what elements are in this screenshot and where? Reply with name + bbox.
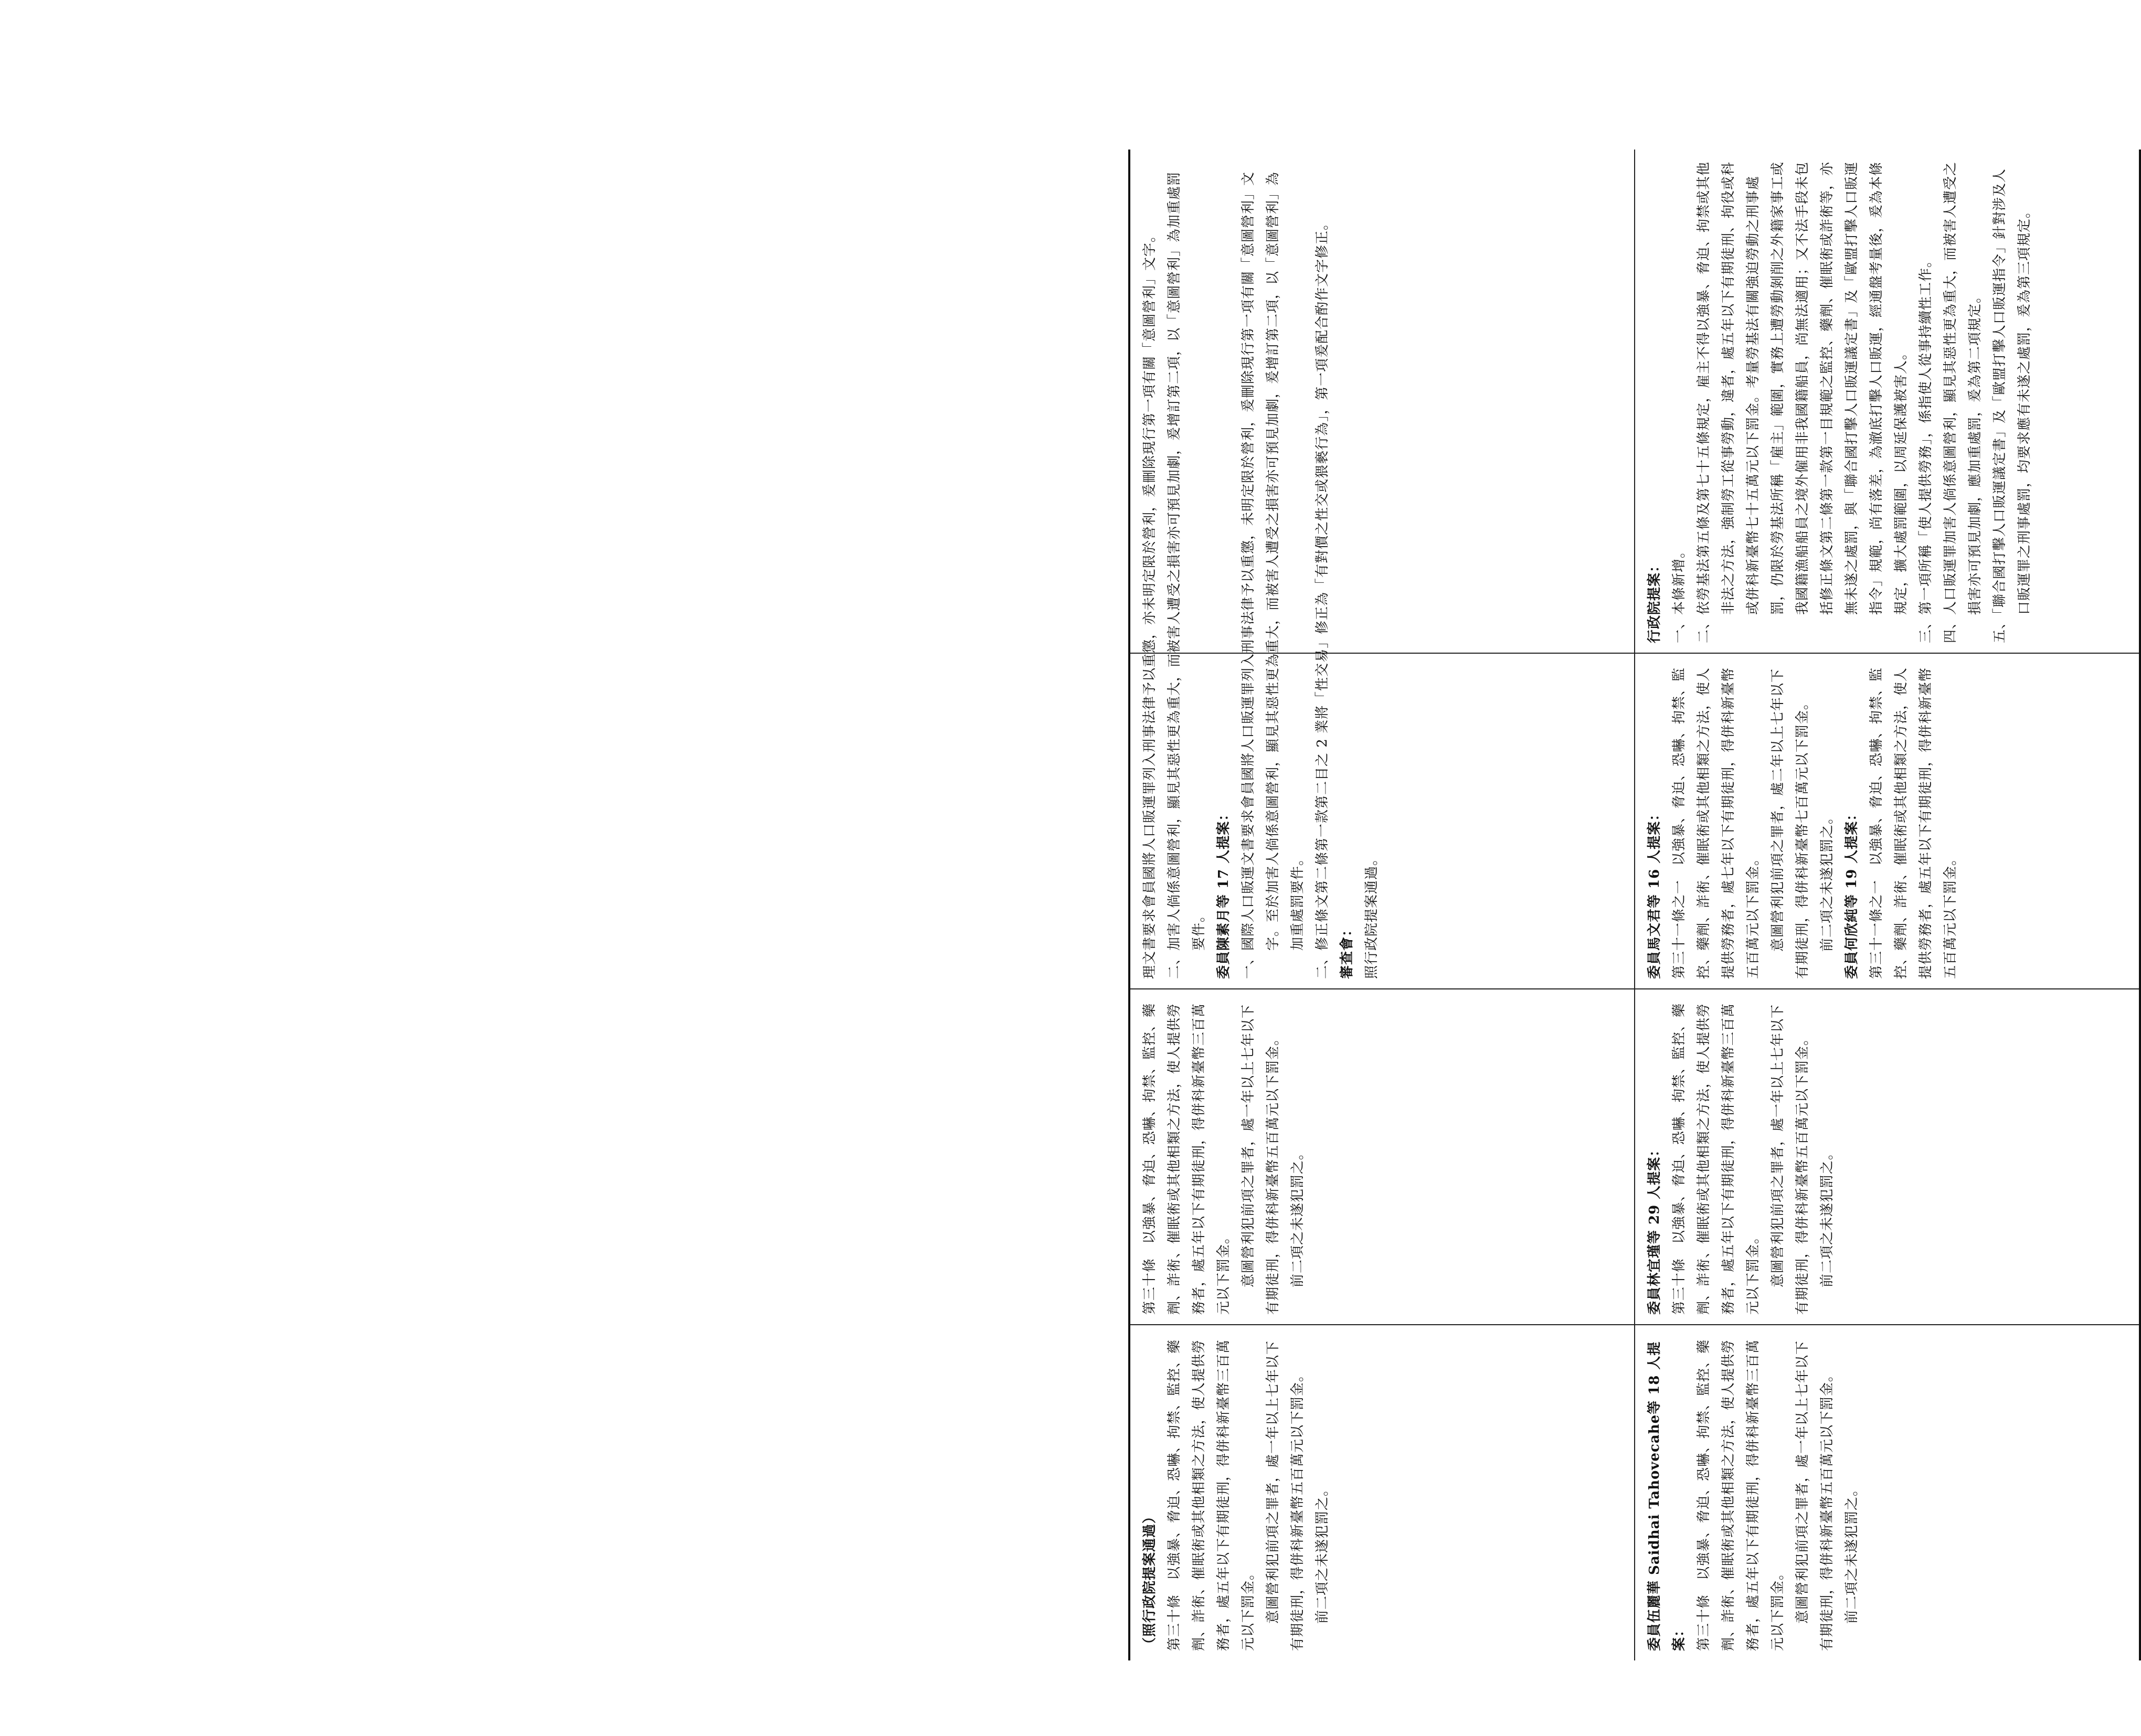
section-heading: 審查會： xyxy=(1339,922,1355,979)
cell-content xyxy=(1642,1335,1864,1651)
cell-proposal-wu xyxy=(1635,1325,2140,1660)
paragraph: 前二項之未遂犯罰之。 xyxy=(1819,1145,1835,1287)
paragraph: 一、本條新增。 xyxy=(1671,544,1687,643)
paragraph: 第三十條 以強暴、脅迫、恐嚇、拘禁、監控、藥劑、詐術、催眠術或其他相類之方法，使人提供勞務者，處五年以下有期徒刑，得併科新臺幣三百萬元以下罰金。 xyxy=(1671,1003,1761,1315)
paragraph: 意圖營利犯前項之罪者，處一年以上七年以下有期徒刑，得併科新臺幣五百萬元以下罰金。 xyxy=(1241,1004,1281,1315)
cell-content xyxy=(1642,663,1963,979)
paragraph: 二、修正條文第二條第一款第二目之 2 業將「性交易」修正為「有對價之性交或猥褻行為」，第一項爰配合酌作文字修正。 xyxy=(1315,216,1330,979)
paragraph: 前二項之未遂犯罰之。 xyxy=(1315,1482,1330,1624)
paragraph: 第三十條 以強暴、脅迫、恐嚇、拘禁、監控、藥劑、詐術、催眠術或其他相類之方法，使人提供勞務者，處五年以下有期徒刑，得併科新臺幣三百萬元以下罰金。 xyxy=(1142,1003,1232,1315)
paragraph: 一、國際人口販運文書要求會員國將人口販運罪列入刑事法律予以重懲，未明定限於營利，爰刪除現行第一項有關「意圖營利」文字。至於加害人倘係意圖營利，顯見其惡性更為重大，而被害人遭受之損害亦可預見加劇，爰增訂第二項，以「意圖營利」為加重處罰要件。 xyxy=(1241,171,1306,979)
paragraph: 二、依勞基法第五條及第七十五條規定，雇主不得以強暴、脅迫、拘禁或其他非法之方法，強制勞工從事勞動，違者，處五年以下有期徒刑、拘役或科或併科新臺幣七十五萬元以下罰金。考量勞基法有關強迫勞動之刑事處罰，仍限於勞基法所稱「雇主」範圍，實務上遭勞動剝削之外籍家事工或我國籍漁船船員之境外僱用非我國籍船員，尚無法適用；又不法手段未包括修正條文第二條第一款第一目規範之監控、藥劑、催眠術或詐術等，亦無未遂之處罰，與「聯合國打擊人口販運議定書」及「歐盟打擊人口販運指令」規範，尚有落差，為澈底打擊人口販運，經通盤考量後，爰為本條規定，擴大處罰範圍，以周延保護被害人。 xyxy=(1696,161,1909,643)
cell-proposal-lin xyxy=(1635,989,2140,1325)
paragraph: 二、加害人倘係意圖營利，顯見其惡性更為重大，而被害人遭受之損害亦可預見加劇，爰增訂第二項，以「意圖營利」為加重處罰要件。 xyxy=(1167,171,1207,979)
paragraph: 理文書要求會員國將人口販運罪列入刑事法律予以重懲，亦未明定限於營利，爰刪除現行第一項有關「意圖營利」文字。 xyxy=(1142,228,1158,979)
cell-content xyxy=(1642,159,2037,643)
paragraph: 第三十一條之一 以強暴、脅迫、恐嚇、拘禁、監控、藥劑、詐術、催眠術或其他相類之方法，使人提供勞務者，處七年以下有期徒刑，得併科新臺幣五百萬元以下罰金。 xyxy=(1671,667,1761,979)
cell-proposal-ma-ho xyxy=(1635,653,2140,989)
paragraph: 五、「聯合國打擊人口販運議定書」及「歐盟打擊人口販運指令」針對涉及人口販運罪之刑事處罰，均要求應有未遂之處罰，爰為第三項規定。 xyxy=(1992,168,2032,643)
paragraph: 第三十條 以強暴、脅迫、恐嚇、拘禁、監控、藥劑、詐術、催眠術或其他相類之方法，使人提供勞務者，處五年以下有期徒刑，得併科新臺幣三百萬元以下罰金。 xyxy=(1167,1339,1256,1651)
paragraph: 意圖營利犯前項之罪者，處一年以上七年以下有期徒刑，得併科新臺幣五百萬元以下罰金。 xyxy=(1795,1340,1835,1651)
section-heading: 委員何欣純等 19 人提案： xyxy=(1844,806,1860,979)
section-heading: 行政院提案： xyxy=(1647,558,1662,643)
section-heading: （照行政院提案通過） xyxy=(1142,1509,1158,1651)
paragraph: 前二項之未遂犯罰之。 xyxy=(1819,810,1835,952)
section-heading: 委員馬文君等 16 人提案： xyxy=(1647,806,1662,979)
paragraph: 四、人口販運罪加害人倘係意圖營利，顯見其惡性更為重大，而被害人遭受之損害亦可預見加劇，應加重處罰，爰為第二項規定。 xyxy=(1943,161,1983,643)
paragraph: 第三十條 以強暴、脅迫、恐嚇、拘禁、監控、藥劑、詐術、催眠術或其他相類之方法，使人提供勞務者，處五年以下有期徒刑，得併科新臺幣三百萬元以下罰金。 xyxy=(1696,1339,1786,1651)
section-heading: 委員陳素月等 17 人提案： xyxy=(1216,806,1232,979)
section-heading: 委員林宜瑾等 29 人提案： xyxy=(1647,1142,1662,1315)
paragraph: 照行政院提案通過。 xyxy=(1364,851,1380,979)
paragraph: 前二項之未遂犯罰之。 xyxy=(1290,1145,1306,1287)
paragraph: 第三十一條之一 以強暴、脅迫、恐嚇、拘禁、監控、藥劑、詐術、催眠術或其他相類之方法，使人提供勞務者，處五年以下有期徒刑，得併科新臺幣五百萬元以下罰金。 xyxy=(1869,667,1958,979)
cell-content xyxy=(1642,999,1840,1315)
paragraph: 意圖營利犯前項之罪者，處一年以上七年以下有期徒刑，得併科新臺幣五百萬元以下罰金。 xyxy=(1770,1004,1810,1315)
paragraph: 意圖營利犯前項之罪者，處一年以上七年以下有期徒刑，得併科新臺幣五百萬元以下罰金。 xyxy=(1265,1340,1306,1651)
paragraph: 前二項之未遂犯罰之。 xyxy=(1844,1482,1860,1624)
paragraph: 三、第一項所稱「使人提供勞務」，係指使人從事持續性工作。 xyxy=(1918,253,1934,643)
paragraph: 意圖營利犯前項之罪者，處二年以上七年以下有期徒刑，得併科新臺幣七百萬元以下罰金。 xyxy=(1770,668,1810,979)
cell-executive-explanation xyxy=(1635,150,2140,653)
section-heading: 委員伍麗華 Saidhai Tahovecahe等 18 人提案： xyxy=(1647,1341,1687,1651)
bill-comparison-table-lower xyxy=(1128,150,2141,1660)
rotated-table-wrapper xyxy=(1128,150,2141,1660)
table-row xyxy=(1635,150,2140,1660)
